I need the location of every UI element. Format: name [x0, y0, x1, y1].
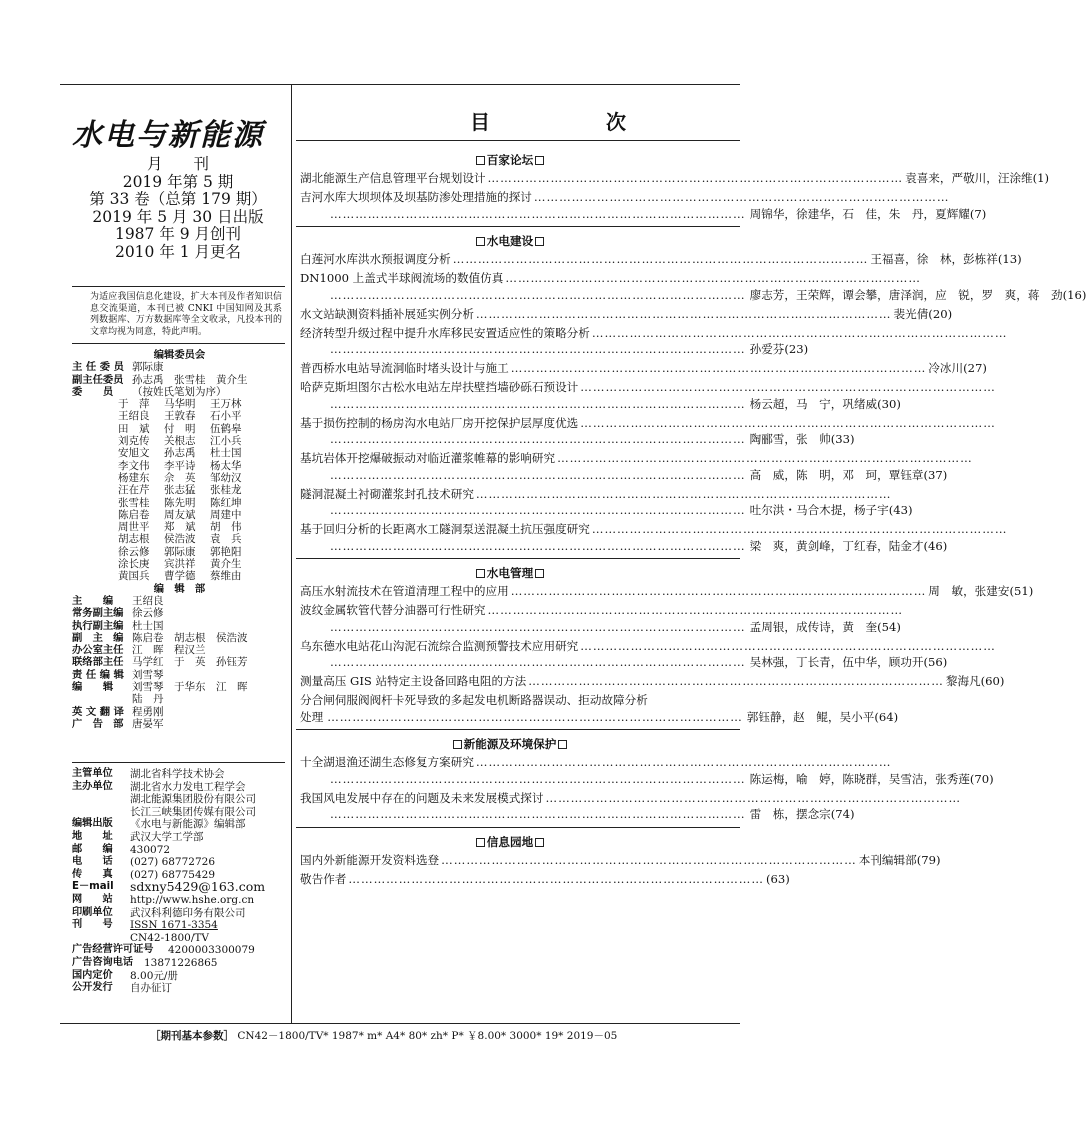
toc-entry[interactable]: [300, 170, 1050, 187]
committee-member: 汪在芹: [118, 484, 150, 497]
article-authors: 高 威，陈 明，邓 珂，覃钰章(37): [749, 467, 948, 482]
committee-member: 江小兵: [210, 435, 242, 448]
leader-dots: ………………………………………………………………………………………: [580, 415, 996, 430]
dept-row: [72, 718, 287, 730]
toc-entry[interactable]: [300, 754, 994, 787]
publisher-row: [72, 806, 287, 819]
toc-entry[interactable]: [300, 325, 1008, 358]
publisher-row: [72, 781, 287, 794]
article-authors: 廖志芳，王荣辉，谭会攀，唐泽润，应 锐，罗 爽，蒋 劲(16): [749, 287, 1086, 302]
committee-member: 周建中: [210, 508, 242, 521]
toc-title-rule: [296, 140, 740, 141]
box-icon: [535, 838, 544, 847]
committee-member: 王绍良: [118, 410, 150, 423]
committee-member: 伍鹤皋: [210, 422, 242, 435]
dept-value: 程勇刚: [132, 705, 164, 718]
publisher-label: 主管单位: [72, 768, 113, 779]
dept-value: 江 晖 程汉兰: [132, 644, 206, 657]
leader-dots: ………………………………………………………………………………………: [330, 287, 746, 302]
committee-member: 石小平: [210, 410, 242, 423]
dept-title: 编 辑 部: [153, 582, 206, 595]
box-icon: [535, 156, 544, 165]
committee-member: 王敦春: [164, 410, 196, 423]
publisher-value: 湖北省科学技术协会: [130, 768, 225, 780]
publisher-row: [72, 907, 287, 920]
publisher-label: 地 址: [72, 830, 113, 842]
toc-entry[interactable]: [300, 251, 1022, 268]
dept-row: [72, 607, 287, 619]
committee-member: 蔡维由: [210, 570, 242, 583]
price-row: [72, 970, 287, 983]
dept-label: [72, 693, 132, 705]
dept-label: 联络部主任: [72, 656, 124, 669]
left-rule-2: [72, 343, 285, 344]
publisher-value: sdxny5429@163.com: [130, 879, 266, 895]
section-name: 水电管理: [486, 566, 534, 580]
dept-row: [72, 595, 287, 607]
section-rule: [296, 827, 740, 828]
leader-dots: ………………………………………………………………………………………: [330, 503, 746, 517]
article-authors: 陶郦雪，张 帅(33): [749, 432, 855, 446]
publisher-label: 主办单位: [72, 780, 113, 792]
leader-dots: [648, 692, 720, 709]
section-heading: [300, 563, 720, 583]
committee-member: 郭际康: [164, 545, 196, 558]
publisher-value: 长江三峡集团传媒有限公司: [130, 805, 256, 818]
committee-member: 关根志: [164, 435, 196, 448]
leader-dots: ………………………………………………………………………………………: [330, 467, 746, 482]
leader-dots: ………………………………………………………………………………………: [327, 709, 743, 724]
publisher-value: 湖北能源集团股份有限公司: [130, 793, 256, 806]
leader-dots: ………………………………………………………………………………………: [545, 790, 962, 805]
editorial-committee: [72, 349, 287, 730]
article-authors: 王福喜，徐 林，彭栋祥(13): [870, 252, 1022, 266]
committee-member: 袁 兵: [210, 533, 242, 546]
director-label: 主 任 委 员: [72, 361, 124, 374]
distribution-value: 自办征订: [130, 982, 172, 995]
leader-dots: ………………………………………………………………………………………: [580, 638, 996, 653]
members-label: 委 员: [72, 385, 114, 398]
article-title: 吉河水库大坝坝体及坝基防渗处理措施的探讨: [300, 190, 532, 204]
committee-member: 侯浩波: [164, 533, 196, 546]
committee-member: 周世平: [118, 521, 150, 534]
toc-entry[interactable]: [300, 871, 790, 888]
publisher-row: [72, 844, 287, 857]
leader-dots: ………………………………………………………………………………………: [330, 771, 746, 786]
publisher-label: 刊 号: [72, 919, 113, 931]
article-authors: 冷冰川(27): [928, 361, 987, 375]
committee-member: 胡 伟: [210, 521, 242, 534]
top-rule: [60, 84, 740, 85]
article-authors: 孙爱芬(23): [749, 342, 809, 356]
dept-value: 马学红 于 英 孙钰芳: [132, 656, 248, 669]
committee-member: 于 萍: [118, 398, 150, 411]
box-icon: [476, 237, 485, 246]
publisher-list: [72, 768, 287, 944]
leader-dots: ………………………………………………………………………………………: [505, 271, 921, 285]
committee-vice: [72, 374, 287, 386]
publisher-info: [72, 768, 287, 995]
dept-value: 唐晏军: [132, 717, 164, 730]
leader-dots: ………………………………………………………………………………………: [510, 361, 927, 375]
leader-dots: ………………………………………………………………………………………: [330, 619, 746, 634]
article-title: 水文站缺测资料插补展延实例分析: [300, 306, 474, 321]
article-authors: 黎海凡(60): [945, 674, 1005, 688]
box-icon: [535, 569, 544, 578]
article-title: 测量高压 GIS 站特定主设备回路电阻的方法: [300, 674, 527, 688]
article-authors: (63): [765, 871, 790, 886]
publisher-label: [72, 793, 130, 806]
toc-entry[interactable]: [300, 692, 899, 725]
ad-license-row: [72, 944, 287, 957]
leader-dots: ………………………………………………………………………………………: [330, 538, 746, 553]
box-icon: [476, 838, 485, 847]
leader-dots: ………………………………………………………………………………………: [348, 871, 764, 886]
toc-entry[interactable]: [300, 602, 904, 635]
toc-entry[interactable]: [300, 638, 996, 671]
leader-dots: ………………………………………………………………………………………: [330, 342, 746, 356]
members-grid: [72, 398, 287, 582]
article-authors: 杨云超，马 宁，巩绪威(30): [749, 396, 901, 411]
article-title: 基于回归分析的长距离水工隧洞泵送混凝土抗压强度研究: [300, 522, 590, 536]
box-icon: [476, 569, 485, 578]
article-title: 普西桥水电站导流洞临时堵头设计与施工: [300, 361, 509, 375]
toc-entry[interactable]: [300, 450, 973, 483]
publisher-row: [72, 856, 287, 869]
toc-entry[interactable]: [300, 360, 987, 377]
issue-number: 2019 年第 5 期: [122, 172, 234, 191]
leader-dots: ………………………………………………………………………………………: [487, 171, 904, 185]
leader-dots: ………………………………………………………………………………………: [533, 190, 950, 204]
publisher-row: [72, 881, 287, 894]
article-title: 乌东德水电站花山沟泥石流综合监测预警技术应用研究: [300, 638, 579, 653]
dept-label: 责 任 编 辑: [72, 668, 124, 681]
publisher-value: CN42-1800/TV: [130, 931, 209, 944]
committee-member: 李平诗: [164, 459, 196, 472]
bottom-rule: [60, 1023, 740, 1024]
publisher-label: 编辑出版: [72, 818, 113, 830]
committee-member: 王万林: [210, 398, 242, 411]
toc-entry[interactable]: [300, 270, 1086, 303]
dept-list: [72, 595, 287, 730]
leader-dots: ………………………………………………………………………………………: [510, 584, 927, 598]
article-authors: 裴光倩(20): [893, 306, 953, 321]
article-authors: 雷 栋，摆念宗(74): [749, 807, 855, 821]
committee-member: 杨建东: [118, 471, 150, 484]
section-rule: [296, 729, 740, 730]
publisher-value: 430072: [130, 843, 171, 856]
article-authors: 吐尔洪・马合木提，杨子宇(43): [749, 503, 913, 517]
committee-member: 曹学德: [164, 570, 196, 583]
article-authors: 袁喜来，严敬川，汪涂维(1): [905, 171, 1050, 185]
dept-value: 王绍良: [132, 594, 164, 607]
issue-info: [78, 156, 278, 261]
dept-label: 常务副主编: [72, 607, 124, 620]
box-icon: [476, 156, 485, 165]
dept-value: 徐云修: [132, 607, 164, 620]
publisher-value: 武汉科利德印务有限公司: [130, 906, 246, 919]
article-authors: 吴林强，丁长青，伍中华，顾功开(56): [749, 655, 948, 669]
publisher-value: 《水电与新能源》编辑部: [130, 818, 246, 831]
publisher-row: [72, 894, 287, 907]
leader-dots: ………………………………………………………………………………………: [330, 396, 746, 411]
journal-parameters: [150, 1028, 617, 1043]
leader-dots: ………………………………………………………………………………………: [441, 852, 857, 867]
article-title: 哈萨克斯坦图尔古松水电站左岸扶壁挡墙砂砾石预设计: [300, 380, 579, 394]
dept-label: 广 告 部: [72, 717, 124, 730]
dept-label: 主 编: [72, 594, 114, 607]
committee-member: 陈启卷: [118, 508, 150, 521]
publisher-label: [72, 932, 130, 945]
journal-logo: 水电与新能源: [72, 118, 264, 153]
toc-entry[interactable]: [300, 852, 941, 869]
distribution-label: 公开发行: [72, 982, 113, 994]
members-note: （按姓氏笔划为序）: [132, 385, 227, 398]
toc-entry[interactable]: [300, 790, 962, 823]
leader-dots: ………………………………………………………………………………………: [330, 432, 746, 446]
parameters-value: CN42－1800/TV* 1987* m* A4* 80* zh* P* ￥8.00* 3000* 19* 2019－05: [237, 1030, 618, 1042]
dept-row: [72, 669, 287, 681]
publisher-value: (027) 68772726: [130, 856, 216, 869]
publisher-label: 电 话: [72, 856, 113, 868]
publish-date: 2019 年 5 月 30 日出版: [92, 207, 264, 226]
publisher-label: 印刷单位: [72, 906, 113, 918]
article-title: 湖北能源生产信息管理平台规划设计: [300, 171, 486, 185]
committee-member: 陈红坤: [210, 496, 242, 509]
committee-member: 邹幼汉: [210, 471, 242, 484]
article-authors: 梁 爽，黄剑峰，丁红春，陆金才(46): [749, 538, 948, 553]
committee-member: 陈先明: [164, 496, 196, 509]
article-title: 基于损伤控制的杨房沟水电站厂房开挖保护层厚度优选: [300, 415, 579, 430]
committee-member: 付 明: [164, 422, 196, 435]
leader-dots: ………………………………………………………………………………………: [475, 306, 892, 321]
price-value: 8.00元/册: [130, 969, 178, 982]
article-title: 国内外新能源开发资料选登: [300, 852, 440, 867]
dept-row: [72, 656, 287, 668]
dept-row: [72, 620, 287, 632]
publisher-row: [72, 768, 287, 781]
publisher-row: [72, 818, 287, 831]
leader-dots: ………………………………………………………………………………………: [475, 755, 892, 769]
parameters-label: ［期刊基本参数］: [150, 1030, 234, 1042]
article-authors: 周锦华，徐建华，石 佳，朱 丹，夏辉耀(7): [749, 206, 987, 221]
committee-member: 杜士国: [210, 447, 242, 460]
section-rule: [296, 226, 740, 227]
founded-date: 1987 年 9 月创刊: [114, 225, 242, 243]
vice-label: 副主任委员: [72, 373, 124, 386]
director-name: 郭际康: [132, 361, 164, 374]
section-rule: [296, 558, 740, 559]
dept-value: 陆 丹: [132, 693, 164, 706]
article-title: 分合闸伺服阀阀杆卡死导致的多起发电机断路器误动、拒动故障分析: [300, 693, 648, 707]
toc-title: 目 次: [470, 110, 674, 134]
section-name: 百家论坛: [486, 153, 534, 167]
article-title: 高压水射流技术在管道清理工程中的应用: [300, 584, 509, 598]
publisher-row: [72, 793, 287, 806]
article-title: 十全湖退渔还湖生态修复方案研究: [300, 755, 474, 769]
publisher-label: E－mail: [72, 881, 114, 893]
committee-member: 刘克传: [118, 435, 150, 448]
vice-names: 孙志禹 张雪桂 黄介生: [132, 373, 248, 386]
committee-member: 徐云修: [118, 545, 150, 558]
publisher-label: 邮 编: [72, 843, 113, 855]
dept-value: 杜士国: [132, 619, 164, 632]
publisher-row: [72, 831, 287, 844]
section-heading: [300, 832, 720, 852]
toc-entry[interactable]: [300, 486, 913, 519]
box-icon: [558, 740, 567, 749]
dept-label: 编 辑: [72, 681, 114, 694]
distribution-row: [72, 982, 287, 995]
leader-dots: ………………………………………………………………………………………: [591, 522, 1008, 536]
ad-license-value: 4200003300079: [168, 944, 255, 957]
publisher-row: [72, 919, 287, 932]
toc-entry[interactable]: [300, 673, 1005, 690]
dept-value: 刘雪琴: [132, 668, 164, 681]
committee-title: 编辑委员会: [153, 349, 206, 361]
article-title-cont: 处理: [300, 709, 324, 724]
dept-label: 副 主 编: [72, 631, 124, 644]
leader-dots: ………………………………………………………………………………………: [528, 674, 944, 688]
article-authors: 郭钰静，赵 鲲，吴小平(64): [746, 709, 899, 724]
publisher-label: [72, 806, 130, 819]
leader-dots: ………………………………………………………………………………………: [330, 655, 746, 669]
section-heading: [300, 150, 720, 170]
dept-row: [72, 632, 287, 644]
section-name: 新能源及环境保护: [463, 737, 557, 751]
committee-member: 黄介生: [210, 558, 242, 571]
publisher-value: 湖北省水力发电工程学会: [130, 780, 246, 793]
toc-entry[interactable]: [300, 306, 953, 323]
copyright-notice: 为适应我国信息化建设，扩大本刊及作者知识信息交流渠道，本刊已被 CNKI 中国知网及其系列数据库、万方数据库等全文收录，凡投本刊的文章均视为同意，特此声明。: [90, 292, 282, 337]
leader-dots: ………………………………………………………………………………………: [475, 486, 892, 501]
committee-member: 黄国兵: [118, 570, 150, 583]
committee-member: 宾洪祥: [164, 558, 196, 571]
committee-member: 田 斌: [118, 422, 150, 435]
article-title: 波纹金属软管代替分油器可行性研究: [300, 603, 486, 617]
frequency: 月 刊: [146, 155, 209, 173]
publisher-label: 传 真: [72, 868, 113, 880]
dept-value: 陈启卷 胡志根 侯浩波: [132, 631, 248, 644]
toc-entry[interactable]: [300, 189, 987, 222]
ad-phone-row: [72, 957, 287, 970]
committee-members-header: [72, 386, 287, 398]
leader-dots: ………………………………………………………………………………………: [330, 206, 746, 221]
ad-phone-value: 13871226865: [144, 956, 218, 969]
article-title: 我国风电发展中存在的问题及未来发展模式探讨: [300, 790, 544, 805]
article-title: DN1000 上盖式半球阀流场的数值仿真: [300, 271, 504, 285]
committee-member: 张桂龙: [210, 484, 242, 497]
committee-member: 郑 斌: [164, 521, 196, 534]
dept-row: [72, 644, 287, 656]
committee-director: [72, 361, 287, 373]
committee-member: 周友斌: [164, 508, 196, 521]
committee-member: 胡志根: [118, 533, 150, 546]
leader-dots: ………………………………………………………………………………………: [452, 252, 869, 266]
publisher-value: (027) 68775429: [130, 868, 216, 881]
renamed-date: 2010 年 1 月更名: [114, 242, 242, 261]
article-title: 基坑岩体开挖爆破振动对临近灌浆帷幕的影响研究: [300, 451, 556, 465]
article-title: 隧洞混凝土衬砌灌浆封孔技术研究: [300, 486, 474, 501]
committee-member: 孙志禹: [164, 447, 196, 460]
committee-member: 张志猛: [164, 484, 196, 497]
committee-member: 佘 英: [164, 471, 196, 484]
price-label: 国内定价: [72, 969, 113, 981]
toc-entry[interactable]: [300, 521, 1008, 554]
toc-entry[interactable]: [300, 379, 996, 412]
section-name: 水电建设: [486, 234, 534, 248]
dept-label: 英 文 翻 译: [72, 705, 124, 718]
ad-phone-label: 广告咨询电话: [72, 956, 134, 968]
publisher-value: http://www.hshe.org.cn: [130, 893, 255, 906]
article-title: 敬告作者: [300, 871, 347, 886]
toc-entry[interactable]: [300, 583, 1034, 600]
article-authors: 陈运梅，喻 婷，陈晓群，吴雪洁，张秀莲(70): [749, 771, 994, 786]
leader-dots: ………………………………………………………………………………………: [591, 325, 1008, 340]
ad-license-label: 广告经营许可证号: [72, 944, 154, 956]
article-title: 经济转型升级过程中提升水库移民安置适应性的策略分析: [300, 325, 590, 340]
article-authors: 周 敏，张建安(51): [928, 584, 1034, 598]
dept-value: 刘雪琴 于华东 江 晖: [132, 681, 248, 694]
dept-row: [72, 681, 287, 693]
article-authors: 孟周银，成传诗，黄 奎(54): [749, 619, 901, 634]
section-name: 信息园地: [486, 834, 534, 849]
left-rule-3: [72, 762, 285, 763]
publisher-row: [72, 932, 287, 945]
committee-member: 安旭文: [118, 447, 150, 460]
article-title: 白莲河水库洪水预报调度分析: [300, 252, 451, 266]
publisher-value: ISSN 1671-3354: [130, 919, 218, 932]
table-of-contents: [300, 150, 1086, 890]
committee-member: 涂长庚: [118, 558, 150, 571]
box-icon: [453, 740, 462, 749]
leader-dots: ………………………………………………………………………………………: [487, 603, 904, 617]
box-icon: [535, 237, 544, 246]
committee-member: 李文伟: [118, 459, 150, 472]
publisher-label: 网 站: [72, 893, 113, 905]
toc-entry[interactable]: [300, 415, 996, 448]
leader-dots: ………………………………………………………………………………………: [330, 807, 746, 821]
committee-member: 杨太华: [210, 459, 242, 472]
volume-number: 第 33 卷（总第 179 期）: [89, 190, 267, 208]
committee-member: 郭艳阳: [210, 545, 242, 558]
publisher-value: 武汉大学工学部: [130, 830, 204, 843]
dept-label: 执行副主编: [72, 619, 124, 632]
committee-member: 张雪桂: [118, 496, 150, 509]
leader-dots: ………………………………………………………………………………………: [580, 380, 996, 394]
dept-label: 办公室主任: [72, 644, 124, 657]
section-heading: [300, 231, 720, 251]
section-heading: [300, 734, 720, 754]
committee-member: 马华明: [164, 398, 196, 411]
dept-row: [72, 706, 287, 718]
article-authors: 本刊编辑部(79): [858, 852, 941, 867]
dept-row: [72, 693, 287, 705]
leader-dots: ………………………………………………………………………………………: [557, 451, 973, 465]
column-divider: [291, 84, 292, 1023]
left-rule-1: [72, 286, 285, 287]
